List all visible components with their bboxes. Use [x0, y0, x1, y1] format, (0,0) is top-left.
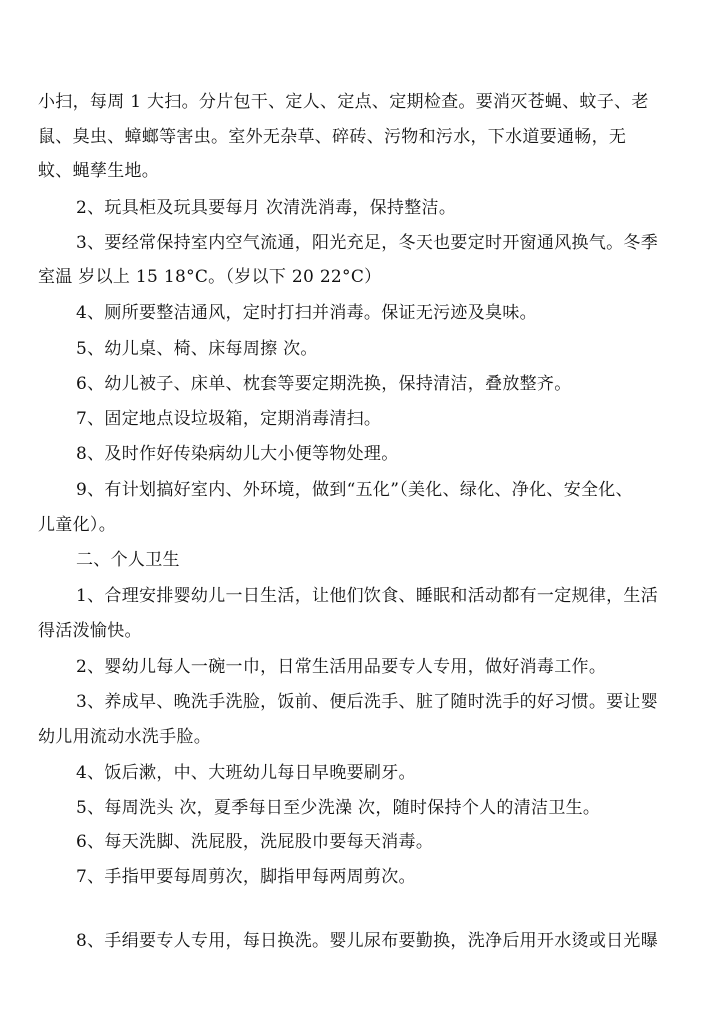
paragraph-line: 5、幼儿桌、椅、床每周擦 次。 — [76, 339, 318, 359]
paragraph-line: 7、手指甲要每周剪次，脚指甲每两周剪次。 — [76, 867, 416, 887]
paragraph-line: 3、养成早、晚洗手洗脸，饭前、便后洗手、脏了随时洗手的好习惯。要让婴 — [76, 692, 659, 712]
paragraph-line: 鼠、臭虫、蟑螂等害虫。室外无杂草、碎砖、污物和污水，下水道要通畅，无 — [38, 127, 627, 147]
section-heading: 二、个人卫生 — [76, 550, 180, 570]
paragraph-line: 1、合理安排婴幼儿一日生活，让他们饮食、睡眠和活动都有一定规律，生活 — [76, 586, 659, 606]
paragraph-line: 蚊、蝇孳生地。 — [38, 161, 160, 181]
paragraph-line: 9、有计划搞好室内、外环境，做到“五化”（美化、绿化、净化、安全化、 — [76, 480, 633, 500]
paragraph-line: 室温 岁以上 15 18°C。（岁以下 20 22°C） — [38, 267, 382, 287]
paragraph-line: 6、每天洗脚、洗屁股，洗屁股巾要每天消毒。 — [76, 832, 434, 852]
paragraph-line: 儿童化）。 — [38, 515, 116, 535]
paragraph-line: 2、婴幼儿每人一碗一巾，日常生活用品要专人专用，做好消毒工作。 — [76, 657, 607, 677]
paragraph-line: 幼儿用流动水洗手脸。 — [38, 727, 211, 747]
paragraph-line: 8、及时作好传染病幼儿大小便等物处理。 — [76, 444, 399, 464]
paragraph-line: 5、每周洗头 次，夏季每日至少洗澡 次，随时保持个人的清洁卫生。 — [76, 798, 601, 818]
paragraph-line: 2、玩具柜及玩具要每月 次清洗消毒，保持整洁。 — [76, 198, 457, 218]
paragraph-line: 小扫，每周 1 大扫。分片包干、定人、定点、定期检查。要消灭苍蝇、蚊子、老 — [38, 92, 649, 112]
paragraph-line: 7、固定地点设垃圾箱，定期消毒清扫。 — [76, 409, 382, 429]
paragraph-line: 6、幼儿被子、床单、枕套等要定期洗换，保持清洁，叠放整齐。 — [76, 374, 572, 394]
paragraph-line: 8、手绢要专人专用，每日换洗。婴儿尿布要勤换，洗净后用开水烫或日光曝 — [76, 931, 659, 951]
paragraph-line: 4、饭后漱，中、大班幼儿每日早晚要刷牙。 — [76, 763, 416, 783]
paragraph-line: 得活泼愉快。 — [38, 621, 142, 641]
paragraph-line: 4、厕所要整洁通风，定时打扫并消毒。保证无污迹及臭味。 — [76, 303, 537, 323]
paragraph-line: 3、要经常保持室内空气流通，阳光充足，冬天也要定时开窗通风换气。冬季 — [76, 233, 659, 253]
